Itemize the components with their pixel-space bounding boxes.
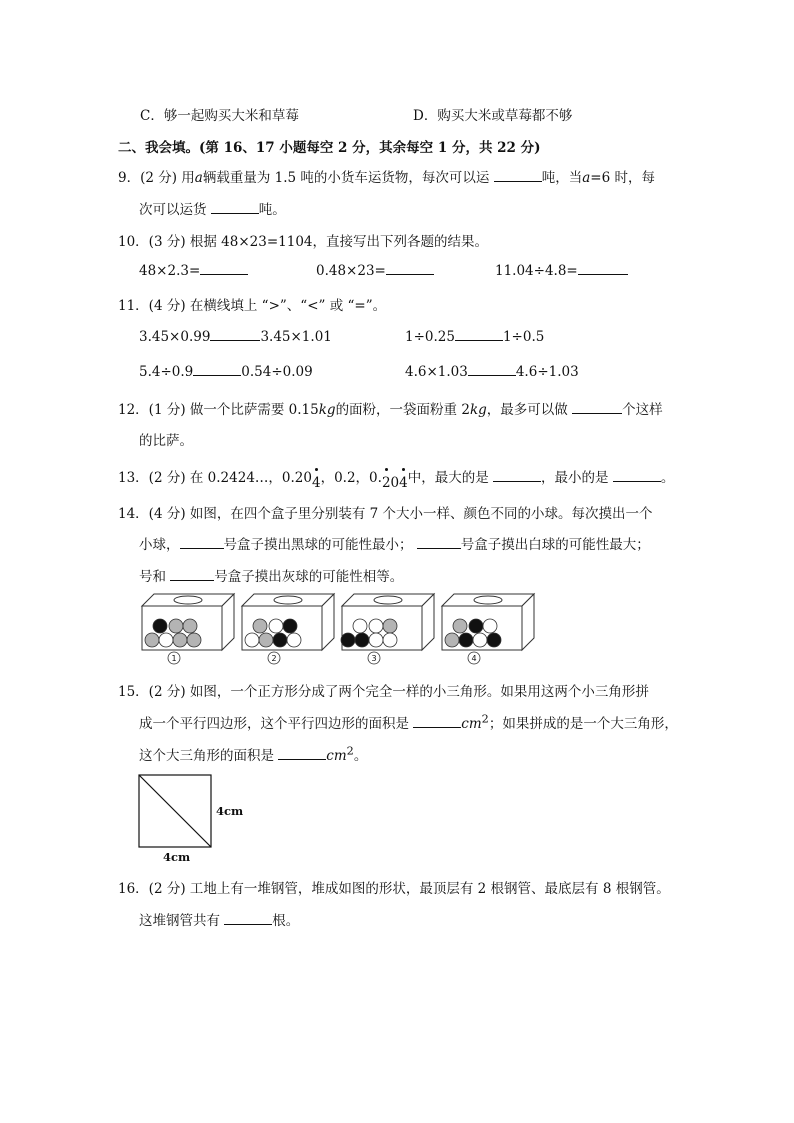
box-opening — [474, 596, 502, 604]
question-12-line2: 的比萨。 — [139, 433, 193, 449]
black-ball — [153, 619, 167, 633]
q14-text6: 号盒子摸出灰球的可能性相等。 — [214, 569, 404, 585]
q9-text4: 次可以运货 — [139, 202, 207, 218]
q11-c3-left: 5.4÷0.9 — [139, 364, 194, 380]
q14-blank-2[interactable] — [417, 536, 461, 549]
gray-ball — [259, 633, 273, 647]
q14-blank-1[interactable] — [180, 536, 224, 549]
q14-blank-3[interactable] — [170, 568, 214, 581]
q10-item-1-text: 48×2.3= — [139, 263, 201, 279]
box-opening — [374, 596, 402, 604]
q11-blank-1[interactable] — [210, 328, 260, 341]
question-11: 11．(4 分) 在横线填上 “>”、“<” 或 “=”。 — [118, 298, 387, 314]
q14-text2: 小球， — [139, 537, 180, 553]
q10-blank-3[interactable] — [578, 262, 628, 275]
q9-var-a2: a — [582, 170, 591, 186]
q16-text3: 根。 — [272, 913, 300, 929]
square-side-label: 4cm — [216, 804, 244, 818]
q11-blank-4[interactable] — [468, 363, 516, 376]
q9-blank-2[interactable] — [211, 201, 259, 214]
gray-ball — [183, 619, 197, 633]
q11-compare-1 — [139, 328, 332, 345]
q11-blank-3[interactable] — [193, 363, 241, 376]
q11-blank-2[interactable] — [455, 328, 503, 341]
white-ball — [369, 619, 383, 633]
q15-blank-1[interactable] — [413, 715, 461, 728]
q13-repeating-digit-1: 4 — [312, 475, 321, 491]
q15-unit-2: cm — [326, 748, 347, 764]
four-boxes-figure — [140, 590, 540, 666]
q9-text2: 吨，当 — [541, 170, 583, 186]
black-ball — [341, 633, 355, 647]
square-diagonal-figure — [138, 774, 214, 850]
q11-compare-4 — [405, 363, 579, 380]
box-number-label: 3 — [371, 654, 377, 663]
black-ball — [469, 619, 483, 633]
q11-c1-right: 3.45×1.01 — [260, 329, 332, 345]
ball-box — [442, 594, 534, 664]
gray-ball — [383, 619, 397, 633]
ball-box — [142, 594, 234, 664]
q11-c2-right: 1÷0.5 — [502, 329, 545, 345]
q9-var-a: a — [194, 170, 203, 186]
q10-item-1 — [139, 262, 248, 279]
white-ball — [473, 633, 487, 647]
q9-blank-1[interactable] — [494, 169, 542, 182]
box-number-label: 2 — [271, 654, 277, 663]
box-opening — [174, 596, 202, 604]
q11-c1-left: 3.45×0.99 — [139, 329, 211, 345]
q13-text3: 中，最大的是 — [407, 470, 489, 486]
q10-item-2-text: 0.48×23= — [316, 263, 386, 279]
white-ball — [353, 619, 367, 633]
q12-blank[interactable] — [572, 401, 622, 414]
q9-text5: 吨。 — [258, 202, 286, 218]
box-number-label: 1 — [171, 654, 177, 663]
q12-unit2: kg — [469, 402, 487, 418]
question-14-line1: 14．(4 分) 如图，在四个盒子里分别装有 7 个大小一样、颜色不同的小球。每次摸出一个 — [118, 506, 653, 522]
q12-text2: 的面粉，一袋面粉重 2 — [335, 402, 470, 418]
gray-ball — [187, 633, 201, 647]
gray-ball — [173, 633, 187, 647]
q11-c4-right: 4.6÷1.03 — [515, 364, 579, 380]
q10-blank-2[interactable] — [386, 262, 434, 275]
white-ball — [369, 633, 383, 647]
black-ball — [459, 633, 473, 647]
question-10: 10．(3 分) 根据 48×23=1104，直接写出下列各题的结果。 — [118, 234, 489, 250]
gray-ball — [445, 633, 459, 647]
white-ball — [383, 633, 397, 647]
q13-text1: 13．(2 分) 在 0.2424…，0.20 — [118, 470, 312, 486]
q15-text4: 这个大三角形的面积是 — [139, 748, 274, 764]
black-ball — [283, 619, 297, 633]
q10-item-2 — [316, 262, 434, 279]
question-13 — [118, 466, 675, 491]
q12-text4: 个这样 — [622, 402, 663, 418]
question-15-line1: 15．(2 分) 如图，一个正方形分成了两个完全一样的小三角形。如果用这两个小三角形拼 — [118, 684, 649, 700]
q15-text3: ；如果拼成的是一个大三角形， — [488, 716, 678, 732]
q13-text5: 。 — [660, 470, 675, 486]
question-12-line1 — [118, 398, 663, 418]
q9-text3: =6 时，每 — [590, 170, 655, 186]
q15-text2: 成一个平行四边形，这个平行四边形的面积是 — [139, 716, 409, 732]
q11-c3-right: 0.54÷0.09 — [241, 364, 313, 380]
q15-blank-2[interactable] — [278, 747, 326, 760]
gray-ball — [453, 619, 467, 633]
q11-c2-left: 1÷0.25 — [405, 329, 455, 345]
black-ball — [273, 633, 287, 647]
q16-text2: 这堆钢管共有 — [139, 913, 220, 929]
question-9-line2 — [139, 198, 286, 218]
q11-compare-3 — [139, 363, 313, 380]
square-bottom-label: 4cm — [163, 850, 191, 864]
q11-c4-left: 4.6×1.03 — [405, 364, 468, 380]
box-number-label: 4 — [471, 654, 477, 663]
q12-text3: ，最多可以做 — [486, 402, 568, 418]
q13-mid-digit: 0 — [390, 475, 400, 491]
q10-blank-1[interactable] — [200, 262, 248, 275]
question-14-line2 — [139, 533, 650, 553]
section-2-heading: 二、我会填。(第 16、17 小题每空 2 分，其余每空 1 分，共 22 分) — [118, 140, 541, 156]
question-14-line3 — [139, 565, 403, 585]
white-ball — [483, 619, 497, 633]
option-c: C．够一起购买大米和草莓 — [140, 108, 299, 124]
q15-text5: 。 — [353, 748, 368, 764]
q13-repeating-digit-3: 4 — [399, 475, 408, 491]
option-d: D．购买大米或草莓都不够 — [413, 108, 573, 124]
q15-sup-2: 2 — [346, 744, 354, 758]
q13-repeating-digit-2: 2 — [382, 475, 391, 491]
gray-ball — [145, 633, 159, 647]
q13-blank-1[interactable] — [493, 469, 541, 482]
ball-box — [341, 594, 434, 664]
q10-item-3-text: 11.04÷4.8= — [495, 263, 578, 279]
q16-blank[interactable] — [224, 912, 272, 925]
q9-text1: 辆载重量为 1.5 吨的小货车运货物，每次可以运 — [202, 170, 490, 186]
q14-text4: 号盒子摸出白球的可能性最大； — [460, 537, 650, 553]
box-opening — [274, 596, 302, 604]
q12-unit1: kg — [318, 402, 336, 418]
white-ball — [269, 619, 283, 633]
q13-text4: ，最小的是 — [541, 470, 609, 486]
gray-ball — [169, 619, 183, 633]
q12-text1: 12．(1 分) 做一个比萨需要 0.15 — [118, 402, 319, 418]
q15-unit-1: cm — [461, 716, 482, 732]
q14-text5: 号和 — [139, 569, 166, 585]
question-16-line2 — [139, 909, 299, 929]
q10-item-3 — [495, 262, 628, 279]
gray-ball — [253, 619, 267, 633]
ball-box — [242, 594, 334, 664]
white-ball — [287, 633, 301, 647]
black-ball — [487, 633, 501, 647]
q14-text3: 号盒子摸出黑球的可能性最小； — [223, 537, 413, 553]
question-15-line3 — [139, 744, 367, 764]
black-ball — [355, 633, 369, 647]
q9-num: 9．(2 分) 用 — [118, 170, 195, 186]
question-15-line2 — [139, 712, 678, 732]
q13-blank-2[interactable] — [613, 469, 661, 482]
q11-compare-2 — [405, 328, 544, 345]
white-ball — [245, 633, 259, 647]
q15-sup-1: 2 — [481, 712, 489, 726]
question-9-line1 — [118, 166, 655, 186]
q13-text2: ，0.2，0. — [320, 470, 382, 486]
question-16-line1: 16．(2 分) 工地上有一堆钢管，堆成如图的形状，最顶层有 2 根钢管、最底层有 8 根钢管。 — [118, 881, 670, 897]
white-ball — [159, 633, 173, 647]
